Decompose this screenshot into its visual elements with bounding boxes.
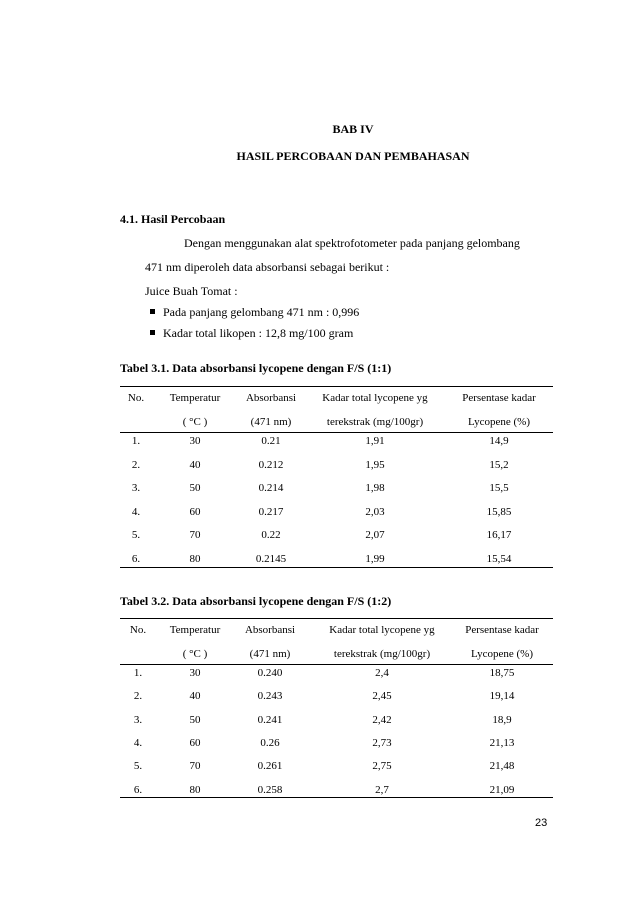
table1-header-cell: Kadar total lycopene yg [322,392,428,404]
table1-cell: 15,2 [489,458,509,471]
table1-cell: 2. [131,458,141,471]
table1-cell: 0.212 [258,458,284,471]
table1-bottom-rule [120,567,553,568]
table1-header-cell: Absorbansi [245,392,297,404]
table2-cell: 6. [133,783,143,796]
table2-cell: 2,42 [372,713,392,726]
table2-cell: 80 [189,783,201,796]
table2-cell: 3. [133,713,143,726]
table1-header-cell: (471 nm) [250,416,292,428]
table2-cell: 50 [189,713,201,726]
table1-cell: 40 [189,458,201,471]
section-heading: 4.1. Hasil Percobaan [120,212,226,226]
table1-header-cell: Persentase kadar [462,392,536,404]
chapter-title: HASIL PERCOBAAN DAN PEMBAHASAN [236,149,470,163]
table2-caption: Tabel 3.2. Data absorbansi lycopene dengan F/S (1:2) [120,594,392,608]
table2-cell: 2,75 [372,760,392,773]
table2-cell: 2,73 [372,736,392,749]
table2-cell: 21,09 [489,783,515,796]
table1-cell: 5. [131,529,141,541]
bullet-icon [150,330,155,335]
table2-header-cell: terekstrak (mg/100gr) [333,648,431,660]
table1-header-cell: Lycopene (%) [468,416,530,428]
bullet-icon [150,309,155,314]
table2-cell: 1. [133,667,143,679]
table1-cell: 6. [131,552,141,565]
chapter-number: BAB IV [332,122,374,136]
page-number: 23 [535,817,548,829]
table2-top-rule [120,618,553,619]
table1-cell: 0.22 [261,529,281,541]
table1-cell: 50 [189,482,201,494]
table2-header-cell: (471 nm) [249,648,291,660]
table2-cell: 21,48 [489,760,515,773]
table1-cell: 30 [189,435,201,447]
table2-header-cell: Lycopene (%) [471,648,533,660]
table1-cell: 0.217 [258,505,284,518]
table1-cell: 1. [131,435,141,447]
table1-top-rule [120,386,553,387]
table2-cell: 18,9 [492,713,512,726]
table2-header-cell: ( °C ) [182,648,208,660]
table2-header-cell: Persentase kadar [465,624,539,636]
table1-header-cell: Temperatur [169,392,221,404]
table1-cell: 4. [131,505,141,518]
table2-header-rule [120,664,553,665]
table1-cell: 15,54 [486,552,512,565]
table1-header-cell: No. [127,392,145,404]
table2-cell: 19,14 [489,690,515,703]
bullet-item-lycopene: Kadar total likopen : 12,8 mg/100 gram [150,326,353,341]
table2-cell: 18,75 [489,667,515,679]
table1-header-rule [120,432,553,433]
table1-header-cell: ( °C ) [182,416,208,428]
sample-label: Juice Buah Tomat : [145,284,238,298]
table2-header-cell: Absorbansi [244,624,296,636]
table2-cell: 0.26 [260,736,280,749]
table1-cell: 1,95 [365,458,385,471]
table1-cell: 16,17 [486,529,512,541]
table1-cell: 60 [189,505,201,518]
table1-caption: Tabel 3.1. Data absorbansi lycopene dengan F/S (1:1) [120,361,392,375]
table1-cell: 1,99 [365,552,385,565]
table2-cell: 2. [133,690,143,703]
table1-cell: 1,98 [365,482,385,494]
table2-cell: 0.241 [257,713,283,726]
table2-cell: 2,45 [372,690,392,703]
table2-cell: 30 [189,667,201,679]
table1-cell: 0.21 [261,435,281,447]
paragraph-line-1: Dengan menggunakan alat spektrofotometer pada panjang gelombang [184,236,520,250]
paragraph-line-2: 471 nm diperoleh data absorbansi sebagai berikut : [145,260,390,274]
table2-cell: 4. [133,736,143,749]
table2-cell: 0.243 [257,690,283,703]
table1-cell: 2,03 [365,505,385,518]
table2-header-cell: Temperatur [169,624,221,636]
table1-cell: 14,9 [489,435,509,447]
table1-cell: 15,85 [486,505,512,518]
table2-cell: 0.240 [257,667,283,679]
table2-cell: 2,7 [375,783,389,796]
table2-cell: 0.261 [257,760,283,773]
bullet-item-wavelength: Pada panjang gelombang 471 nm : 0,996 [150,305,359,320]
table2-cell: 0.258 [257,783,283,796]
table2-cell: 5. [133,760,143,773]
table2-header-cell: Kadar total lycopene yg [329,624,435,636]
table1-cell: 15,5 [489,482,509,494]
table2-cell: 70 [189,760,201,773]
table2-cell: 40 [189,690,201,703]
table2-cell: 2,4 [375,667,389,679]
table2-header-cell: No. [129,624,147,636]
table1-cell: 0.2145 [255,552,287,565]
table1-header-cell: terekstrak (mg/100gr) [326,416,424,428]
table1-cell: 3. [131,482,141,494]
table2-bottom-rule [120,797,553,798]
table1-cell: 80 [189,552,201,565]
table2-cell: 21,13 [489,736,515,749]
table1-cell: 1,91 [365,435,385,447]
table1-cell: 0.214 [258,482,284,494]
table2-cell: 60 [189,736,201,749]
table1-cell: 2,07 [365,529,385,541]
table1-cell: 70 [189,529,201,541]
